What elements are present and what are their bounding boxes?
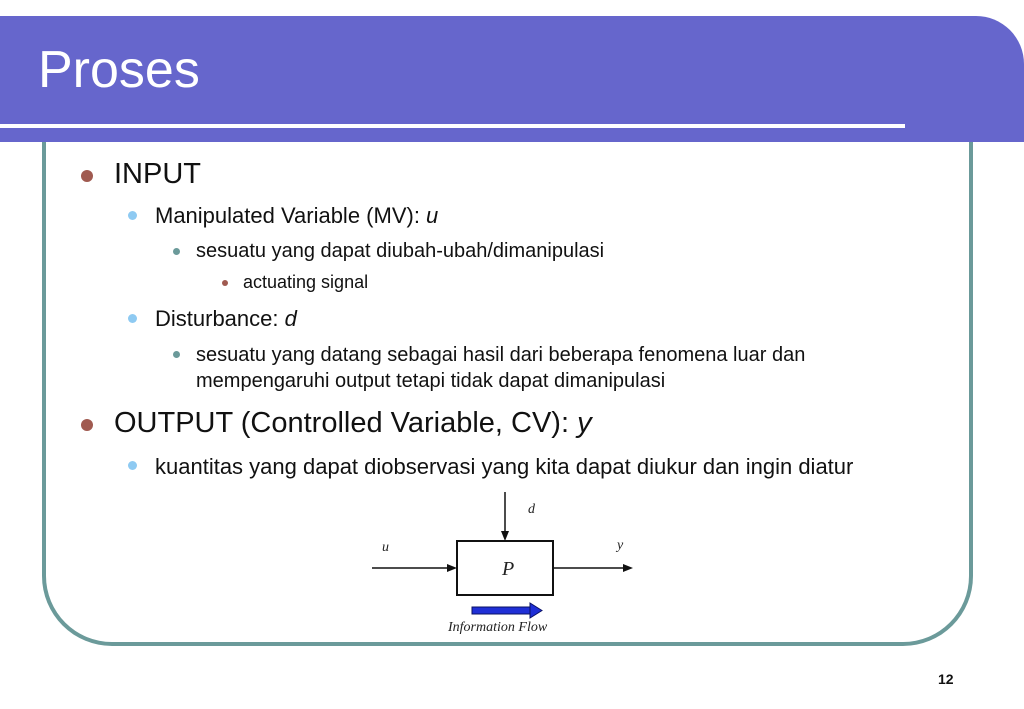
bullet-dot (222, 280, 228, 286)
bullet-dot (173, 248, 180, 255)
slide-number: 12 (938, 671, 954, 687)
bullet-text (155, 306, 297, 332)
dist-variable: d (284, 306, 297, 331)
bullet-text: INPUT (114, 158, 201, 190)
slide-title: Proses (38, 41, 200, 99)
bullet-text: sesuatu yang dapat diubah-ubah/dimanipulasi (196, 240, 605, 262)
bullet-dot (81, 170, 93, 182)
bullet-dot (173, 351, 180, 358)
dist-label: Disturbance: (155, 306, 285, 331)
bullet-text: sesuatu yang datang sebagai hasil dari beberapa fenomena luar dan mempengaruhi output tetapi tidak dapat dimanipulasi (196, 344, 806, 392)
bullet-text: actuating signal (243, 272, 369, 292)
disturbance-variable-label: d (528, 502, 535, 517)
output-label: OUTPUT (Controlled Variable, CV): (114, 407, 578, 439)
process-label: P (502, 558, 515, 580)
output-arrowhead (623, 564, 633, 572)
bullet-dot (128, 211, 137, 220)
bullet-text (114, 407, 592, 440)
bullet-text: kuantitas yang dapat diobservasi yang kita dapat diukur dan ingin diatur (155, 454, 854, 479)
bullet-dot (128, 461, 137, 470)
output-variable-label: y (617, 538, 624, 553)
mv-label: Manipulated Variable (MV): (155, 203, 427, 228)
input-arrowhead (447, 564, 457, 572)
bullet-dot (81, 419, 93, 431)
information-flow-arrowhead (530, 603, 542, 618)
information-flow-arrow-body (472, 607, 532, 614)
bullet-text (155, 203, 438, 229)
disturbance-arrowhead (501, 531, 509, 541)
process-diagram (360, 488, 650, 638)
input-variable-label: u (382, 540, 389, 555)
information-flow-caption: Information Flow (448, 620, 548, 635)
bullet-dot (128, 314, 137, 323)
mv-variable: u (426, 203, 439, 228)
output-variable: y (577, 407, 592, 439)
